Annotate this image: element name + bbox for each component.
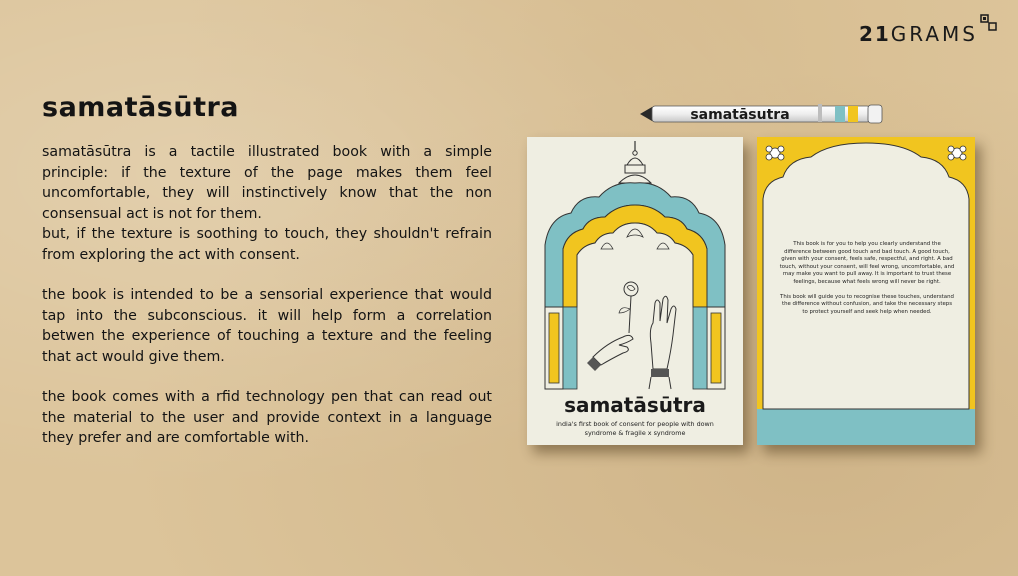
paragraph-principle: samatāsūtra is a tactile illustrated book with a simple principle: if the texture of the page makes them feel uncomfortable, they will instinctively know that the non consensual act is not for them.	[42, 144, 492, 222]
book-inner-page	[757, 137, 975, 445]
page-title: samatāsūtra	[42, 92, 240, 123]
cover-subtitle: india's first book of consent for people with down syndrome & fragile x syndrome	[556, 420, 714, 437]
inner-paragraph-1: This book is for you to help you clearly understand the difference between good touch and bad touch. A good touch, given with your consent, feels safe, respectful, and right. A bad touch, without your consent, will feel wrong, uncomfortable, and may make you want to pull away. It is important to trust these feelings, because what feels wrong will never be right.	[779, 241, 955, 285]
paragraph-pen: the book comes with a rfid technology pen that can read out the material to the user and provide context in a language they prefer and are comfortable with.	[42, 389, 492, 446]
inner-page-text	[779, 241, 955, 323]
pen-label: samatāsutra	[690, 107, 790, 123]
cover-title: samatāsūtra	[564, 393, 706, 417]
description	[42, 142, 492, 449]
inner-paragraph-2: This book will guide you to recognise these touches, understand the difference without confusion, and take the necessary steps to protect yourself and seek help when needed.	[780, 293, 954, 315]
rfid-pen-image	[640, 103, 886, 125]
brand-logo	[859, 22, 998, 46]
book-cover	[527, 137, 743, 445]
paragraph-consent: but, if the texture is soothing to touch, they shouldn't refrain from exploring the act with consent.	[42, 226, 492, 263]
brand-word: GRAMS	[890, 22, 978, 46]
brand-number: 21	[858, 22, 891, 46]
brand-squares-icon	[980, 14, 998, 32]
paragraph-sensorial: the book is intended to be a sensorial experience that would tap into the subconscious. it will help form a correlation betwen the experience of touching a texture and the feeling that act would give them.	[42, 287, 492, 365]
brand-wordmark	[859, 22, 978, 46]
